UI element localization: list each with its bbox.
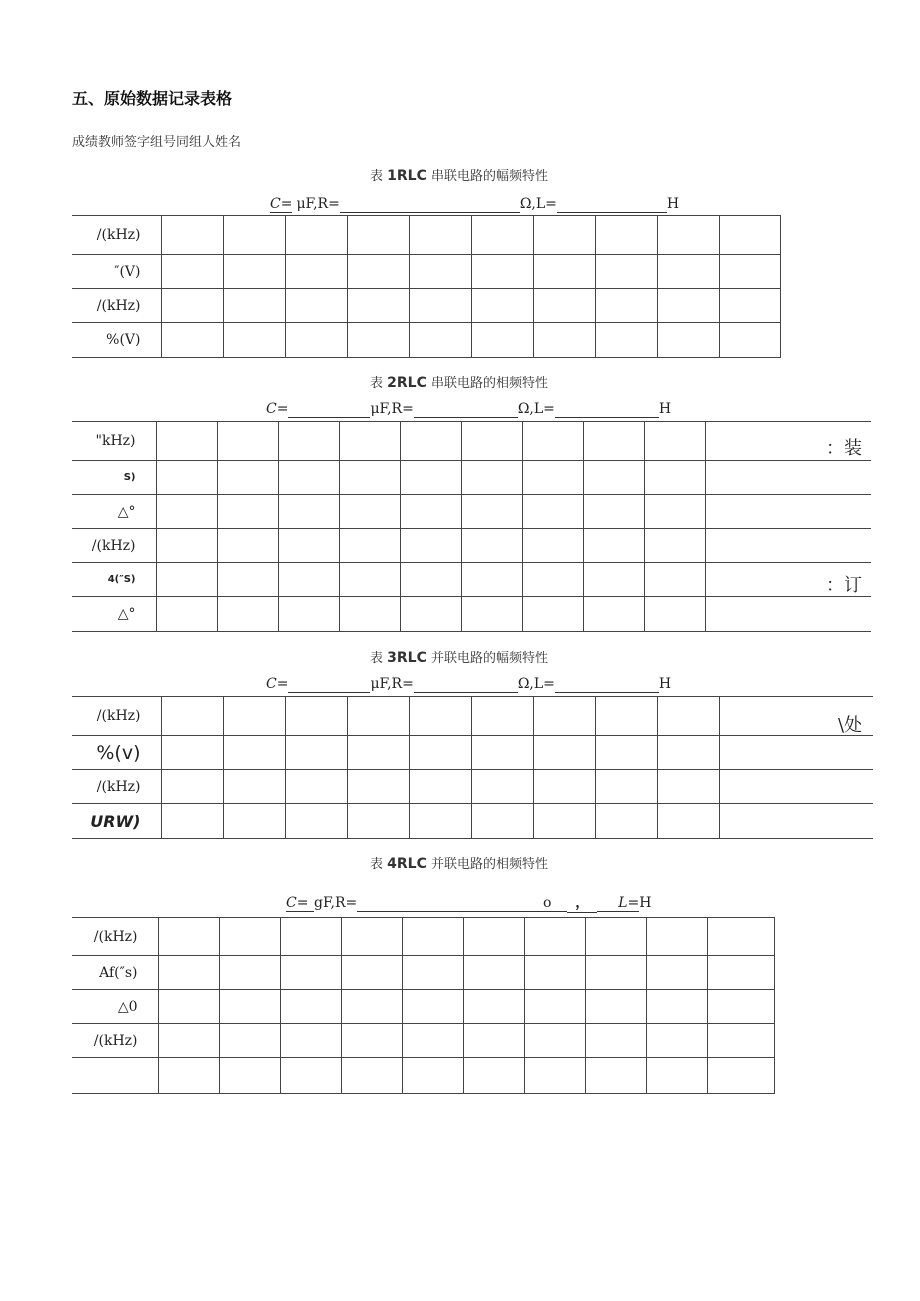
table-1-caption <box>370 165 548 184</box>
caption-prefix: 表 <box>370 857 384 872</box>
param-r: μF,R= <box>370 401 414 417</box>
caption-title: 串联电路的相频特性 <box>431 376 549 391</box>
row-label: S) <box>72 461 156 495</box>
section-heading: 五、原始数据记录表格 <box>72 89 233 108</box>
caption-title: 串联电路的幅频特性 <box>431 169 549 184</box>
param-c: C= <box>270 196 293 212</box>
table-3 <box>72 696 873 839</box>
param-h: H <box>666 196 680 212</box>
param-r: μF,R= <box>296 196 340 212</box>
caption-prefix: 表 <box>370 651 384 666</box>
row-label: %(v) <box>72 736 161 770</box>
caption-prefix: 表 <box>370 169 384 184</box>
caption-title: 并联电路的相频特性 <box>431 857 549 872</box>
param-c: C= <box>286 895 314 912</box>
caption-title: 并联电路的幅频特性 <box>431 651 549 666</box>
blank-line <box>557 196 667 213</box>
row-label: △° <box>72 495 156 529</box>
blank-line <box>414 676 518 693</box>
row-label: /(kHz) <box>72 529 156 563</box>
blank-line <box>555 401 659 418</box>
param-h: H <box>639 895 652 911</box>
blank-line <box>555 676 659 693</box>
margin-note-staple: ：订 <box>826 575 862 596</box>
param-c: C= <box>266 401 289 417</box>
blank-line <box>340 196 520 213</box>
row-label: 4(″S) <box>72 563 156 597</box>
row-label: Af(″s) <box>72 956 158 990</box>
blank-line <box>414 401 518 418</box>
blank-line <box>288 401 370 418</box>
param-l: Ω,L= <box>519 196 557 212</box>
param-r: gF,R= <box>314 895 358 911</box>
row-label: /(kHz) <box>72 918 158 956</box>
caption-prefix: 表 <box>370 376 384 391</box>
table-2-caption <box>370 372 548 391</box>
row-label: /(kHz) <box>72 697 161 736</box>
table-1-params <box>270 196 679 213</box>
margin-note-bind: ：装 <box>826 438 862 459</box>
param-l: L= <box>597 895 639 912</box>
table-4-params <box>286 892 651 913</box>
caption-code: 4RLC <box>387 856 427 872</box>
param-h: H <box>658 676 672 692</box>
param-ohm: o <box>527 895 567 912</box>
param-l: Ω,L= <box>517 401 555 417</box>
param-l: Ω,L= <box>517 676 555 692</box>
row-label: /(kHz) <box>72 770 161 804</box>
blank-line <box>357 895 527 912</box>
margin-note-place: \处 <box>838 715 863 736</box>
param-comma: ， <box>567 892 597 913</box>
table-4-caption <box>370 853 548 872</box>
caption-code: 2RLC <box>387 375 427 391</box>
table-2 <box>72 421 871 632</box>
row-label: %(V) <box>72 323 161 358</box>
param-h: H <box>658 401 672 417</box>
table-3-params <box>266 676 671 693</box>
table-1 <box>72 215 781 358</box>
row-label: △0 <box>72 990 158 1024</box>
param-r: μF,R= <box>370 676 414 692</box>
row-label: URW) <box>72 804 161 839</box>
blank-line <box>288 676 370 693</box>
table-3-caption <box>370 647 548 666</box>
table-2-params <box>266 401 671 418</box>
row-label: /(kHz) <box>72 216 161 255</box>
row-label: △° <box>72 597 156 632</box>
sign-line: 成绩教师签字组号同组人姓名 <box>72 135 242 150</box>
caption-code: 1RLC <box>387 168 427 184</box>
row-label: ″(V) <box>72 255 161 289</box>
row-label: /(kHz) <box>72 1024 158 1058</box>
param-c: C= <box>266 676 289 692</box>
table-4 <box>72 917 775 1094</box>
row-label: /(kHz) <box>72 289 161 323</box>
caption-code: 3RLC <box>387 650 427 666</box>
row-label: "kHz) <box>72 422 156 461</box>
row-label <box>72 1058 158 1094</box>
